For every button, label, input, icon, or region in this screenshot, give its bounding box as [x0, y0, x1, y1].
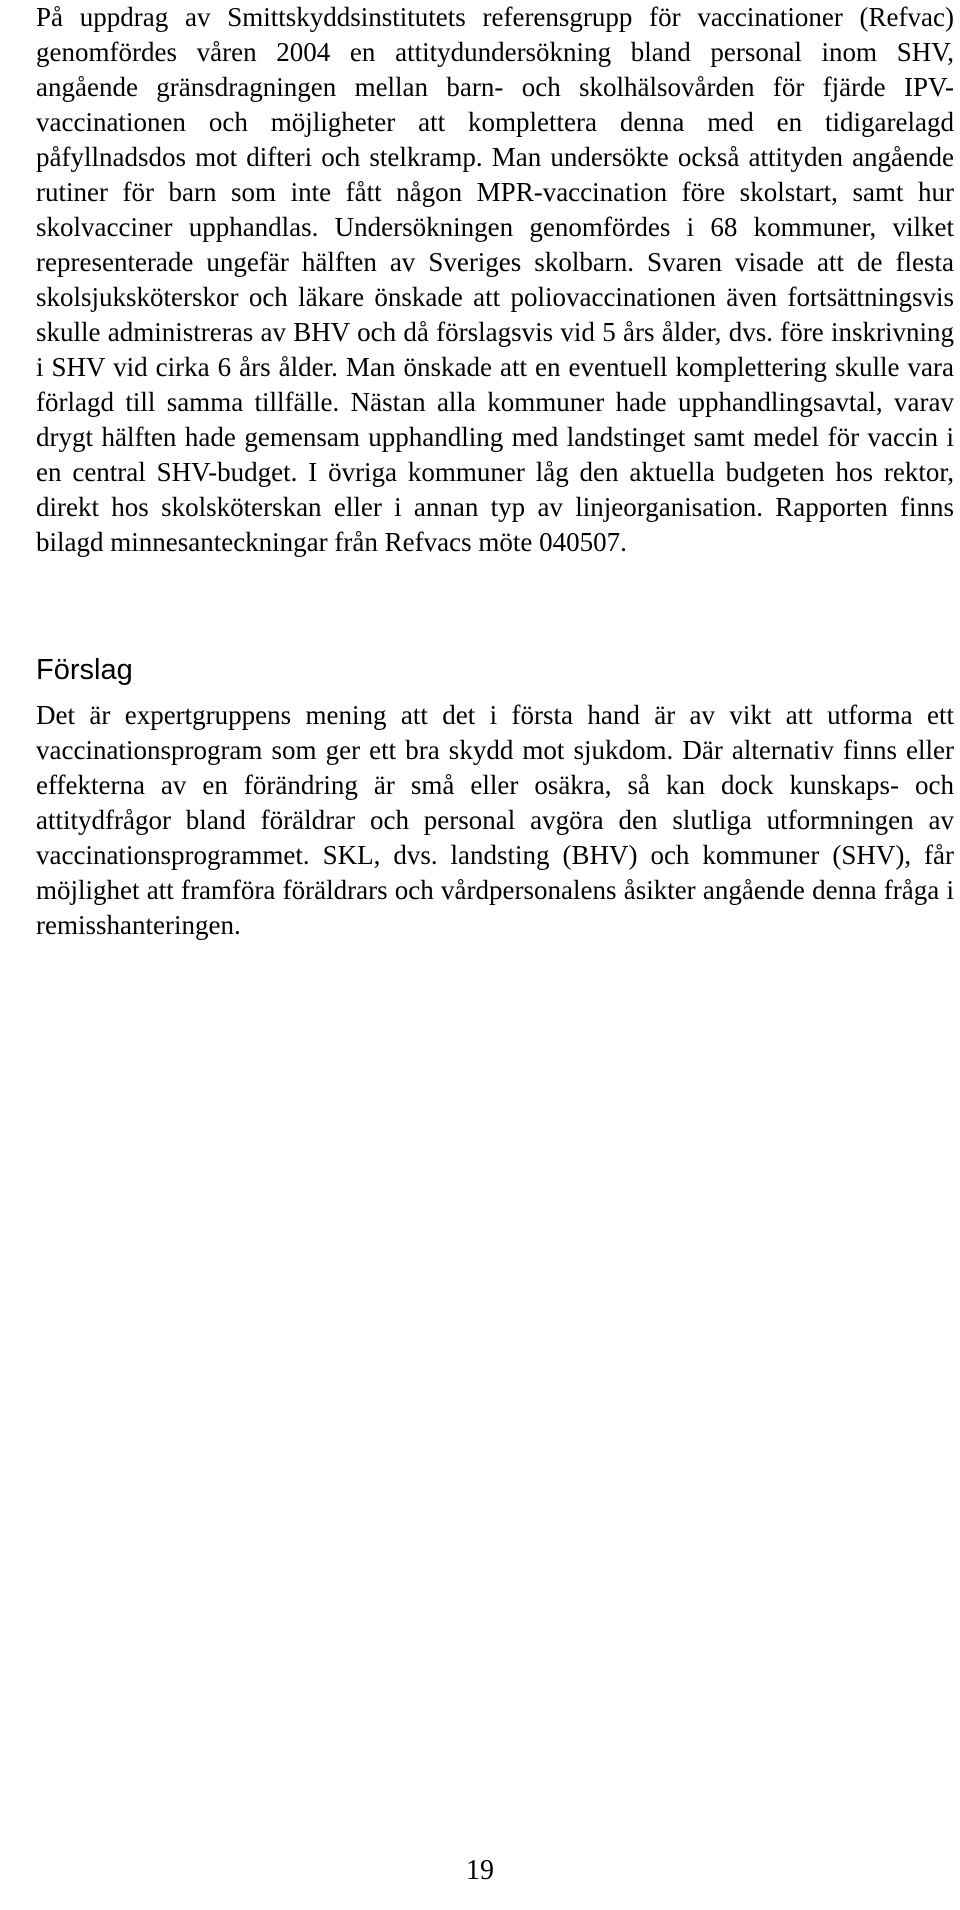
body-paragraph-proposal: Det är expertgruppens mening att det i första hand är av vikt att utforma ett vaccinationsprogram som ger ett bra skydd mot sjukdom. Där alternativ finns eller effekterna av en förändring är små eller osäkra, så kan dock kunskaps- och attitydfrågor bland föräldrar och personal avgöra den slutliga utformningen av vaccinationsprogrammet. SKL, dvs. landsting (BHV) och kommuner (SHV), får möjlighet att framföra föräldrars och vårdpersonalens åsikter angående denna fråga i remisshanteringen.: [36, 700, 954, 940]
page-number: 19: [466, 1855, 494, 1886]
body-paragraph-survey: På uppdrag av Smittskyddsinstitutets referensgrupp för vaccinationer (Refvac) genomfördes våren 2004 en attitydundersökning bland personal inom SHV, angående gränsdragningen mellan barn- och skolhälsovården för fjärde IPV-vaccinationen och möjligheter att komplettera denna med en tidigarelagd påfyllnadsdos mot difteri och stelkramp. Man undersökte också attityden angående rutiner för barn som inte fått någon MPR-vaccination före skolstart, samt hur skolvacciner upphandlas. Undersökningen genomfördes i 68 kommuner, vilket representerade ungefär hälften av Sveriges skolbarn. Svaren visade att de flesta skolsjuksköterskor och läkare önskade att poliovaccinationen även fortsättningsvis skulle administreras av BHV och då förslagsvis vid 5 års ålder, dvs. före inskrivning i SHV vid cirka 6 års ålder. Man önskade att en eventuell komplettering skulle vara förlagd till samma tillfälle. Nästan alla kommuner hade upphandlingsavtal, varav drygt hälften hade gemensam upphandling med landstinget samt medel för vaccin i en central SHV-budget. I övriga kommuner låg den aktuella budgeten hos rektor, direkt hos skolsköterskan eller i annan typ av linjeorganisation. Rapporten finns bilagd minnesanteckningar från Refvacs möte 040507.: [36, 2, 954, 557]
section-heading-forslag: Förslag: [36, 654, 133, 686]
